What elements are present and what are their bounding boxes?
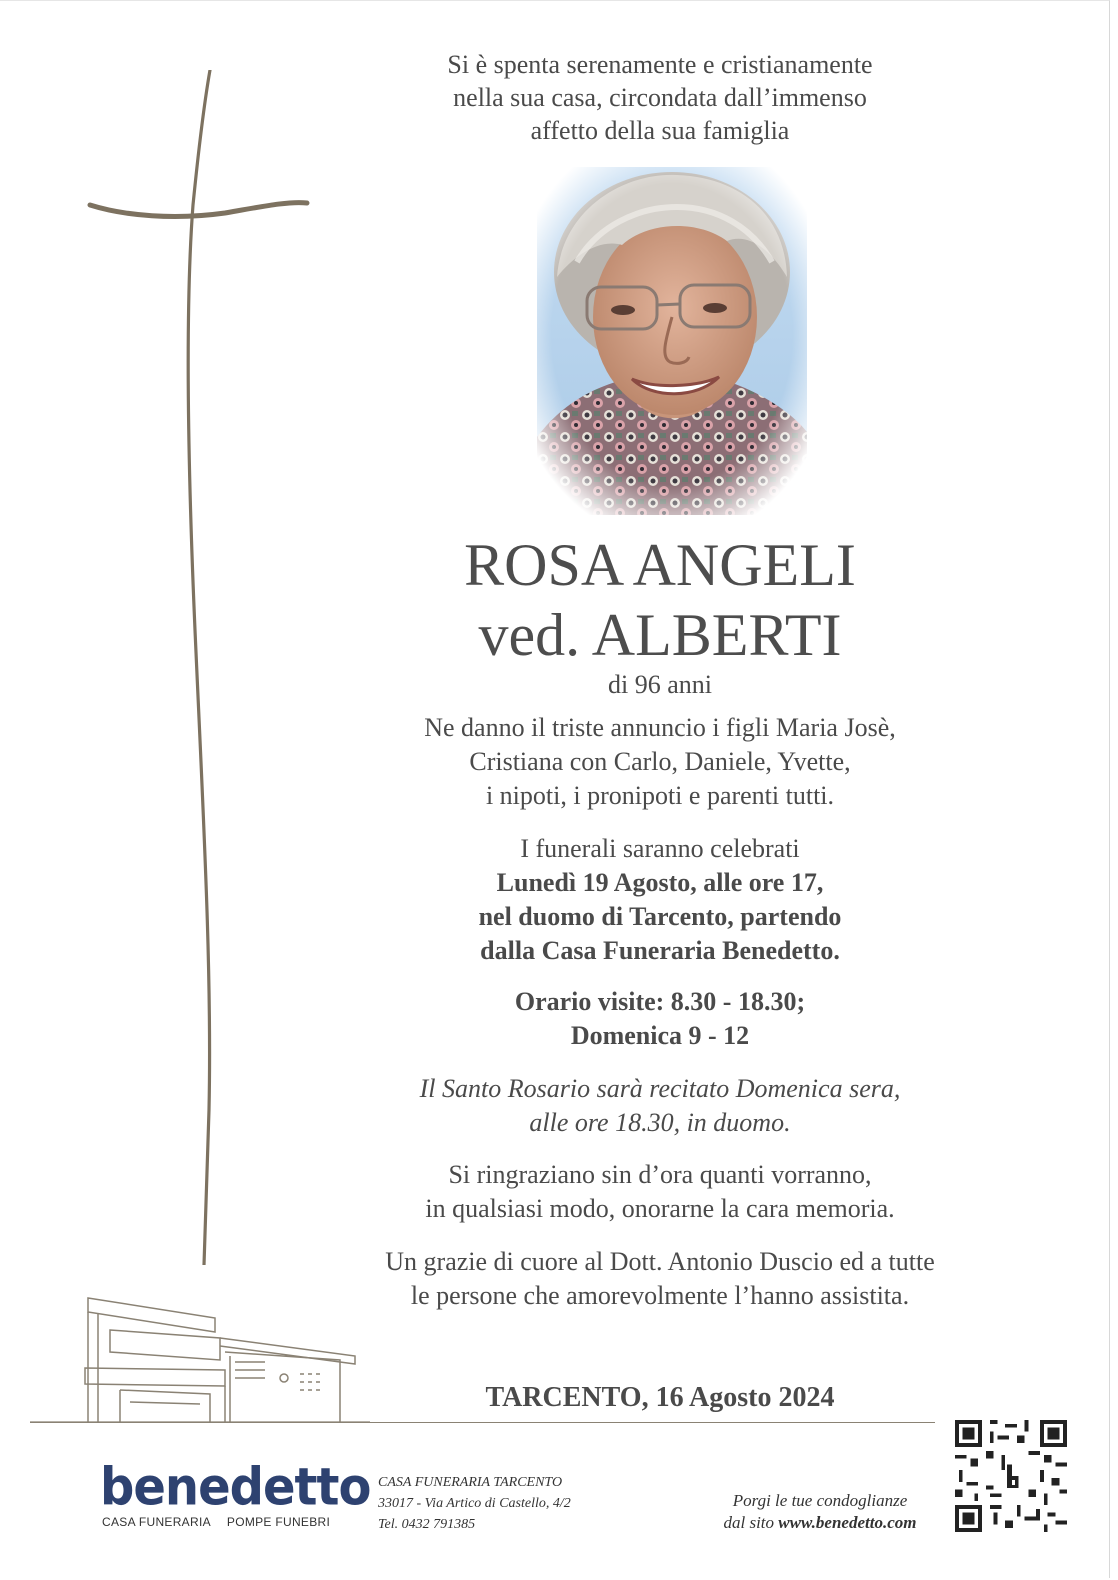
- qr-code-icon[interactable]: [955, 1420, 1067, 1532]
- deceased-age: di 96 anni: [608, 670, 712, 699]
- visiting-hours: [350, 985, 970, 1053]
- funeral-home-address: [378, 1472, 638, 1535]
- announcement-line: Ne danno il triste annuncio i figli Maria Josè,: [424, 713, 896, 742]
- condolences-note: [700, 1490, 940, 1534]
- funeral-home-building-icon: [30, 1290, 370, 1435]
- thanks-text: [350, 1158, 970, 1226]
- gratitude-text: [350, 1245, 970, 1313]
- visiting-line: Orario visite: 8.30 - 18.30;: [514, 987, 806, 1016]
- rosary-line: Il Santo Rosario sarà recitato Domenica sera,: [419, 1074, 901, 1103]
- logo-subtitle-right: POMPE FUNEBRI: [226, 1515, 331, 1529]
- announcement-line: i nipoti, i pronipoti e parenti tutti.: [485, 781, 835, 810]
- address-line: 33017 - Via Artico di Castello, 4/2: [378, 1496, 571, 1511]
- condolences-line: [700, 1512, 940, 1534]
- thanks-line: Si ringraziano sin d’ora quanti vorranno,: [448, 1160, 872, 1189]
- condolences-line: Porgi le tue condoglianze: [732, 1491, 908, 1510]
- announcement-line: Cristiana con Carlo, Daniele, Yvette,: [469, 747, 851, 776]
- logo-subtitle: [102, 1515, 332, 1529]
- funeral-info: [350, 832, 970, 968]
- deceased-name: [350, 530, 970, 670]
- address-line: Tel. 0432 791385: [378, 1517, 476, 1532]
- cross-icon: [85, 70, 315, 1265]
- gratitude-line: Un grazie di cuore al Dott. Antonio Duscio ed a tutte: [385, 1247, 935, 1276]
- visiting-line: Domenica 9 - 12: [570, 1021, 750, 1050]
- address-line: CASA FUNERARIA TARCENTO: [378, 1475, 563, 1490]
- intro-line: affetto della sua famiglia: [530, 116, 790, 145]
- name-line-2: ved. ALBERTI: [478, 602, 842, 668]
- logo-subtitle-left: CASA FUNERARIA: [102, 1515, 211, 1529]
- thanks-line: in qualsiasi modo, onorarne la cara memoria.: [425, 1194, 895, 1223]
- intro-line: Si è spenta serenamente e cristianamente: [447, 50, 873, 79]
- condolences-prefix: dal sito: [723, 1513, 779, 1532]
- benedetto-logo: benedetto: [100, 1456, 371, 1518]
- place-date: TARCENTO, 16 Agosto 2024: [485, 1382, 835, 1413]
- name-line-1: ROSA ANGELI: [464, 532, 856, 598]
- rosary-line: alle ore 18.30, in duomo.: [529, 1108, 791, 1137]
- funeral-detail: dalla Casa Funeraria Benedetto.: [480, 936, 840, 965]
- rosary-info: [350, 1072, 970, 1140]
- funeral-detail: nel duomo di Tarcento, partendo: [478, 902, 842, 931]
- gratitude-line: le persone che amorevolmente l’hanno assistita.: [410, 1281, 910, 1310]
- website-link[interactable]: www.benedetto.com: [778, 1513, 917, 1532]
- deceased-portrait: [537, 167, 807, 515]
- funeral-detail: Lunedì 19 Agosto, alle ore 17,: [496, 868, 824, 897]
- footer-divider: [30, 1422, 935, 1423]
- intro-text: [350, 48, 970, 147]
- intro-line: nella sua casa, circondata dall’immenso: [453, 83, 867, 112]
- announcement: [350, 711, 970, 813]
- funeral-intro: I funerali saranno celebrati: [520, 834, 800, 863]
